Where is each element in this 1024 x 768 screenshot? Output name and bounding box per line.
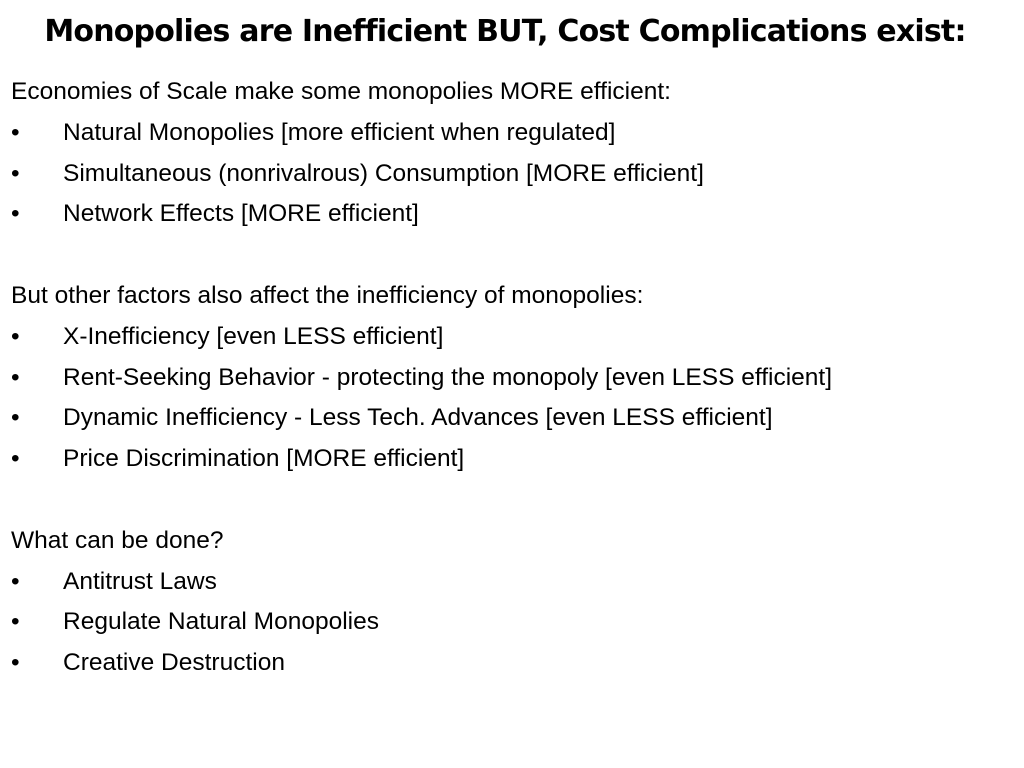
bullet-list [11,562,1011,684]
list-item [11,194,1011,235]
list-item-text: Rent-Seeking Behavior - protecting the monopoly [even LESS efficient] [63,363,833,391]
bullet-icon: • [11,200,20,228]
bullet-icon: • [11,649,20,677]
list-item-text: Network Effects [MORE efficient] [63,200,419,228]
section-other-factors [11,276,1011,480]
list-item [11,602,1011,643]
list-item-text: Price Discrimination [MORE efficient] [63,445,465,473]
list-item [11,562,1011,603]
list-item [11,113,1011,154]
bullet-icon: • [11,404,20,432]
section-economies-of-scale [11,72,1011,235]
bullet-icon: • [11,118,20,146]
list-item [11,643,1011,684]
section-what-can-be-done [11,521,1011,684]
slide-title: Monopolies are Inefficient BUT, Cost Complications exist: [44,14,966,49]
section-spacer [11,480,1011,521]
list-item-text: Simultaneous (nonrivalrous) Consumption [MORE efficient] [63,159,704,187]
list-item [11,154,1011,195]
bullet-icon: • [11,567,20,595]
bullet-icon: • [11,322,20,350]
list-item [11,358,1011,399]
list-item-text: Creative Destruction [63,649,285,677]
list-item-text: Antitrust Laws [63,567,217,595]
bullet-list [11,317,1011,480]
section-heading: But other factors also affect the inefficiency of monopolies: [11,281,644,309]
list-item-text: Dynamic Inefficiency - Less Tech. Advances [even LESS efficient] [63,404,773,432]
bullet-icon: • [11,363,20,391]
bullet-icon: • [11,159,20,187]
section-heading: What can be done? [11,526,224,554]
list-item [11,439,1011,480]
list-item [11,317,1011,358]
list-item-text: Natural Monopolies [more efficient when regulated] [63,118,616,146]
bullet-list [11,113,1011,235]
list-item-text: Regulate Natural Monopolies [63,608,379,636]
list-item-text: X-Inefficiency [even LESS efficient] [63,322,444,350]
list-item [11,398,1011,439]
section-heading: Economies of Scale make some monopolies MORE efficient: [11,78,671,105]
section-spacer [11,235,1011,276]
slide-body [11,72,1011,684]
bullet-icon: • [11,608,20,636]
bullet-icon: • [11,445,20,473]
